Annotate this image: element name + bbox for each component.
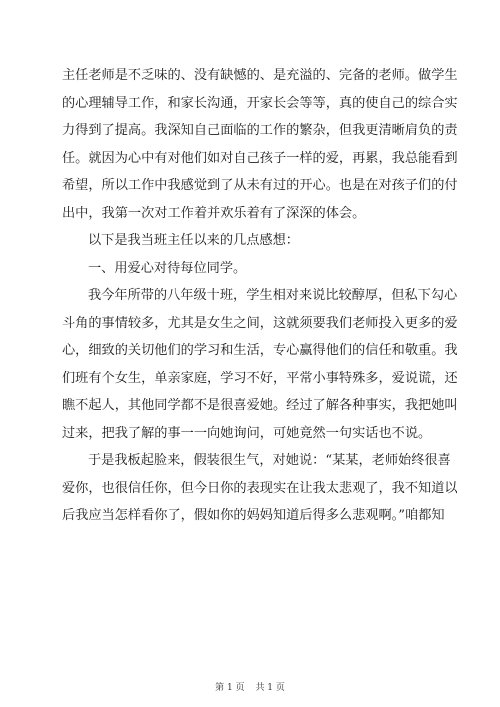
text-line: 瞧不起人，其他同学都不是很喜爱她。经过了解各种事实，我把她叫	[62, 398, 458, 413]
text-line: 主任老师是不乏味的、没有缺憾的、是充溢的、完备的老师。做学生	[62, 68, 458, 83]
text-line: 希望，所以工作中我感觉到了从未有过的开心。也是在对孩子们的付	[62, 178, 458, 193]
text-line: 我今年所带的八年级十班，学生相对来说比较醇厚，但私下勾心	[88, 288, 458, 303]
text-line: 的心理辅导工作，和家长沟通，开家长会等等，真的使自己的综合实	[62, 95, 458, 111]
text-line: 于是我板起脸来，假装很生气，对她说：“某某，老师始终很喜	[88, 453, 451, 468]
text-line: 斗角的事情较多，尤其是女生之间，这就须要我们老师投入更多的爱	[62, 315, 458, 331]
text-line: 任。就因为心中有对他们如对自己孩子一样的爱，再累，我总能看到	[62, 150, 458, 166]
document-body	[62, 62, 458, 530]
text-line: 心，细致的关切他们的学习和生活，专心赢得他们的信任和敬重。我	[62, 343, 458, 358]
text-line: 力得到了提高。我深知自己面临的工作的繁杂，但我更清晰肩负的责	[62, 123, 458, 138]
page-number: 第 1 页	[215, 683, 245, 693]
text-line: 爱你，也很信任你，但今日你的表现实在让我太悲观了，我不知道以	[62, 480, 458, 496]
text-line: 过来，把我了解的事一一向她询问，可她竟然一句实话也不说。	[62, 425, 432, 441]
page-total: 共 1 页	[255, 683, 285, 693]
text-line: 出中，我第一次对工作着并欢乐着有了深深的体会。	[62, 205, 366, 221]
text-line: 后我应当怎样看你了，假如你的妈妈知道后得多么悲观啊。”咱都知	[62, 508, 445, 523]
text-line: 们班有个女生，单亲家庭，学习不好，平常小事特殊多，爱说谎，还	[62, 370, 458, 386]
text-line: 一、用爱心对待每位同学。	[88, 260, 247, 276]
text-line: 以下是我当班主任以来的几点感想：	[88, 233, 299, 248]
page-footer	[0, 680, 500, 693]
